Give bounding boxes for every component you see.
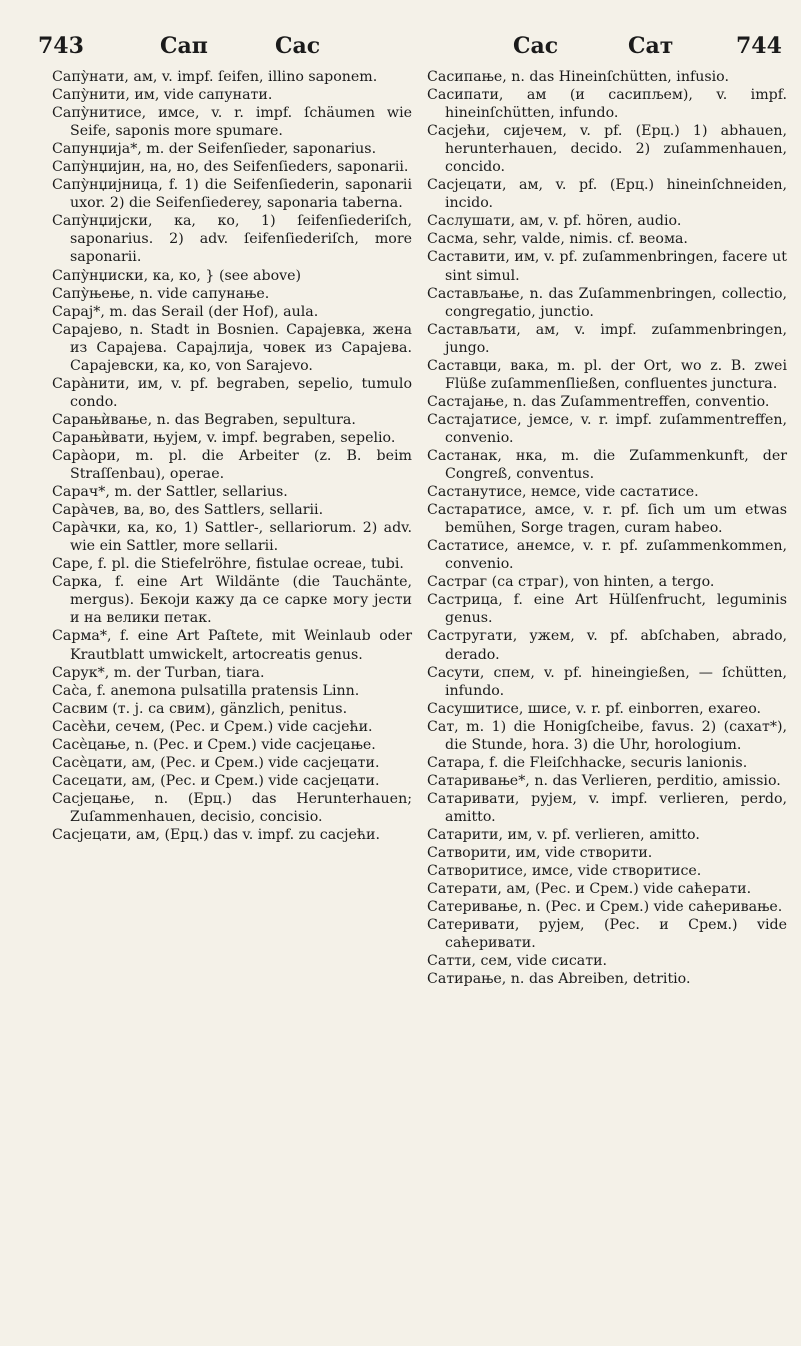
dictionary-entry: Сатара, f. die Fleiſchhacke, securis lanionis. (427, 754, 748, 771)
page-header (0, 0, 801, 60)
dictionary-entry: Сасѐцати, ам, (Рес. и Срем.) vide сасјецати. (52, 754, 380, 771)
dictionary-entry: Састављање, n. das Zuſammenbringen, collectio, congregatio, junctio. (427, 285, 787, 320)
dictionary-entry: Сапу̀њење, n. vide сапунање. (52, 285, 270, 302)
dictionary-entry: Сарањѝвати, њујем, v. impf. begraben, sepelio. (52, 429, 396, 446)
dictionary-entry: Сапу̀нџијин, на, но, des Seifenſieders, saponarii. (52, 159, 409, 176)
dictionary-entry: Састаратисе, амсе, v. r. pf. ſich um um etwas bemühen, Sorge tragen, curam habeo. (427, 502, 787, 537)
right-column (427, 68, 787, 988)
dictionary-entry: Сапу̀нџијски, ка, ко, 1) ſeifenſiederiſch, saponarius. 2) adv. ſeifenſiederiſch, more saponarii. (52, 213, 412, 266)
dictionary-entry: Сасецати, ам, (Рес. и Срем.) vide сасјецати. (52, 772, 380, 789)
dictionary-entry: Састругати, ужем, v. pf. abſchaben, abrado, derado. (427, 628, 787, 663)
dictionary-entry: Саре, f. pl. die Stiefelröhre, fistulae ocreae, tubi. (52, 556, 404, 573)
dictionary-entry: Сарањѝвање, n. das Begraben, sepultura. (52, 411, 356, 428)
dictionary-entry: Сара̀чки, ка, ко, 1) Sattler-, sellariorum. 2) adv. wie ein Sattler, more sellarii. (52, 520, 412, 555)
dictionary-entry: Састрица, f. eine Art Hülſenfrucht, leguminis genus. (427, 592, 787, 627)
dictionary-entry: Састанак, нка, m. die Zuſammenkunft, der Congreß, conventus. (427, 447, 787, 483)
dictionary-entry: Сатворитисе, имсе, vide створитисе. (427, 863, 702, 880)
left-guide-word-2: Сас (275, 33, 321, 59)
dictionary-entry: Састављати, ам, v. impf. zuſammenbringen, jungo. (427, 321, 787, 356)
dictionary-entry: Сарма*, f. eine Art Paſtete, mit Weinlaub oder Krautblatt umwickelt, artocreatis genus. (52, 628, 412, 663)
dictionary-entry: Сарук*, m. der Turban, tiara. (52, 664, 265, 681)
dictionary-entry: Сапу̀нити, им, vide сапунати. (52, 87, 273, 104)
left-guide-word-1: Сап (160, 33, 208, 59)
left-column (52, 68, 412, 844)
dictionary-entry: Сарајево, n. Stadt in Bosnien. Сарајевка, жена из Сарајева. Сарајлија, човек из Сарајева. Сарајевски, ка, ко, von Sarajevo. (52, 321, 412, 374)
right-guide-word-2: Сат (628, 33, 674, 59)
dictionary-entry: Сасјецање, n. (Ерц.) das Herunterhauen; Zuſammenhauen, decisio, concisio. (52, 790, 412, 825)
dictionary-entry: Сара̀чев, ва, во, des Sattlers, sellarii. (52, 502, 324, 519)
dictionary-entry: Сапу̀нџиски, ка, ко, } (see above) (52, 267, 302, 284)
dictionary-entry: Сапу̀нитисе, имсе, v. r. impf. ſchäumen wie Seife, saponis more spumare. (52, 105, 412, 140)
right-guide-word-1: Сас (513, 33, 559, 59)
dictionary-entry: Сас̀а, f. anemona pulsatilla pratensis Linn. (52, 682, 360, 699)
dictionary-entry: Сасвим (т. ј. са свим), gänzlich, penitus. (52, 700, 348, 717)
dictionary-entry: Састајање, n. das Zuſammentreffen, conventio. (427, 393, 770, 410)
dictionary-entry: Сатерати, ам, (Рес. и Срем.) vide саћерати. (427, 881, 752, 898)
dictionary-entry: Састајатисе, јемсе, v. r. impf. zuſammentreffen, convenio. (427, 411, 787, 446)
dictionary-entry: Сат, m. 1) die Honigſcheibe, favus. 2) (сахат*), die Stunde, hora. 3) die Uhr, horologium. (427, 718, 787, 753)
right-page-number: 744 (736, 33, 782, 59)
dictionary-entry: Сатеривање, n. (Рес. и Срем.) vide саћеривање. (427, 899, 783, 916)
dictionary-entry: Састраг (са страг), von hinten, a tergo. (427, 574, 715, 591)
dictionary-entry: Сасјецати, ам, (Ерц.) das v. impf. zu сасјећи. (52, 826, 381, 843)
dictionary-entry: Сасјећи, сијечем, v. pf. (Ерц.) 1) abhauen, herunterhauen, decido. 2) zuſammenhauen, concido. (427, 123, 787, 176)
dictionary-entry: Сатирање, n. das Abreiben, detritio. (427, 971, 691, 988)
dictionary-entry: Сатаривање*, n. das Verlieren, perditio, amissio. (427, 772, 781, 789)
dictionary-entry: Сасушитисе, шисе, v. r. pf. einborren, exareo. (427, 700, 762, 717)
dictionary-entry: Саставци, вака, m. pl. der Ort, wo z. B. zwei Flüße zuſammenſließen, confluentes junctura. (427, 357, 787, 392)
dictionary-entry: Сарај*, m. das Serail (der Hof), aula. (52, 303, 319, 320)
dictionary-entry: Сасма, sehr, valde, nimis. cf. веома. (427, 231, 688, 248)
dictionary-entry: Сапунџија*, m. der Seifenſieder, saponarius. (52, 141, 377, 158)
dictionary-entry: Сасѐцање, n. (Рес. и Срем.) vide сасјецање. (52, 736, 376, 753)
dictionary-entry: Састатисе, анемсе, v. r. pf. zuſammenkommen, convenio. (427, 538, 787, 573)
dictionary-entry: Сатти, сем, vide сисати. (427, 953, 608, 970)
dictionary-entry: Саставити, им, v. pf. zuſammenbringen, facere ut sint simul. (427, 249, 787, 284)
dictionary-entry: Састанутисе, немсе, vide састатисе. (427, 484, 699, 501)
dictionary-entry: Сасипање, n. das Hineinſchütten, infusio. (427, 69, 729, 85)
dictionary-entry: Сара̀нити, им, v. pf. begraben, sepelio, tumulo condo. (52, 375, 412, 410)
dictionary-entry: Сарач*, m. der Sattler, sellarius. (52, 484, 288, 501)
dictionary-entry: Сасјецати, ам, v. pf. (Ерц.) hineinſchneiden, incido. (427, 177, 787, 212)
dictionary-entry: Саслушати, ам, v. pf. hören, audio. (427, 213, 682, 230)
dictionary-entry: Сатаривати, рујем, v. impf. verlieren, perdo, amitto. (427, 790, 787, 825)
dictionary-entry: Сасѐћи, сечем, (Рес. и Срем.) vide сасјећи. (52, 718, 373, 735)
dictionary-entry: Сасипати, ам (и сасипљем), v. impf. hineinſchütten, infundo. (427, 87, 787, 122)
left-page-number: 743 (38, 33, 84, 59)
dictionary-entry: Сарка, f. eine Art Wildänte (die Tauchänte, mergus). Бекоји кажу да се сарке могу јести и на велики петак. (52, 574, 412, 627)
dictionary-entry: Сатворити, им, vide створити. (427, 845, 653, 862)
dictionary-entry: Сапу̀нџијница, f. 1) die Seifenſiederin, saponarii uxor. 2) die Seifenſiederey, saponaria taberna. (52, 177, 412, 212)
dictionary-entry: Сапу̀нати, ам, v. impf. ſeifen, illino saponem. (52, 69, 378, 85)
dictionary-entry: Сасути, спем, v. pf. hineingießen, — ſchütten, infundo. (427, 664, 787, 699)
dictionary-entry: Сатеривати, рујем, (Рес. и Срем.) vide саћеривати. (427, 917, 787, 952)
dictionary-entry: Сара̀ори, m. pl. die Arbeiter (z. B. beim Straſſenbau), operae. (52, 447, 412, 483)
dictionary-entry: Сатарити, им, v. pf. verlieren, amitto. (427, 826, 700, 843)
